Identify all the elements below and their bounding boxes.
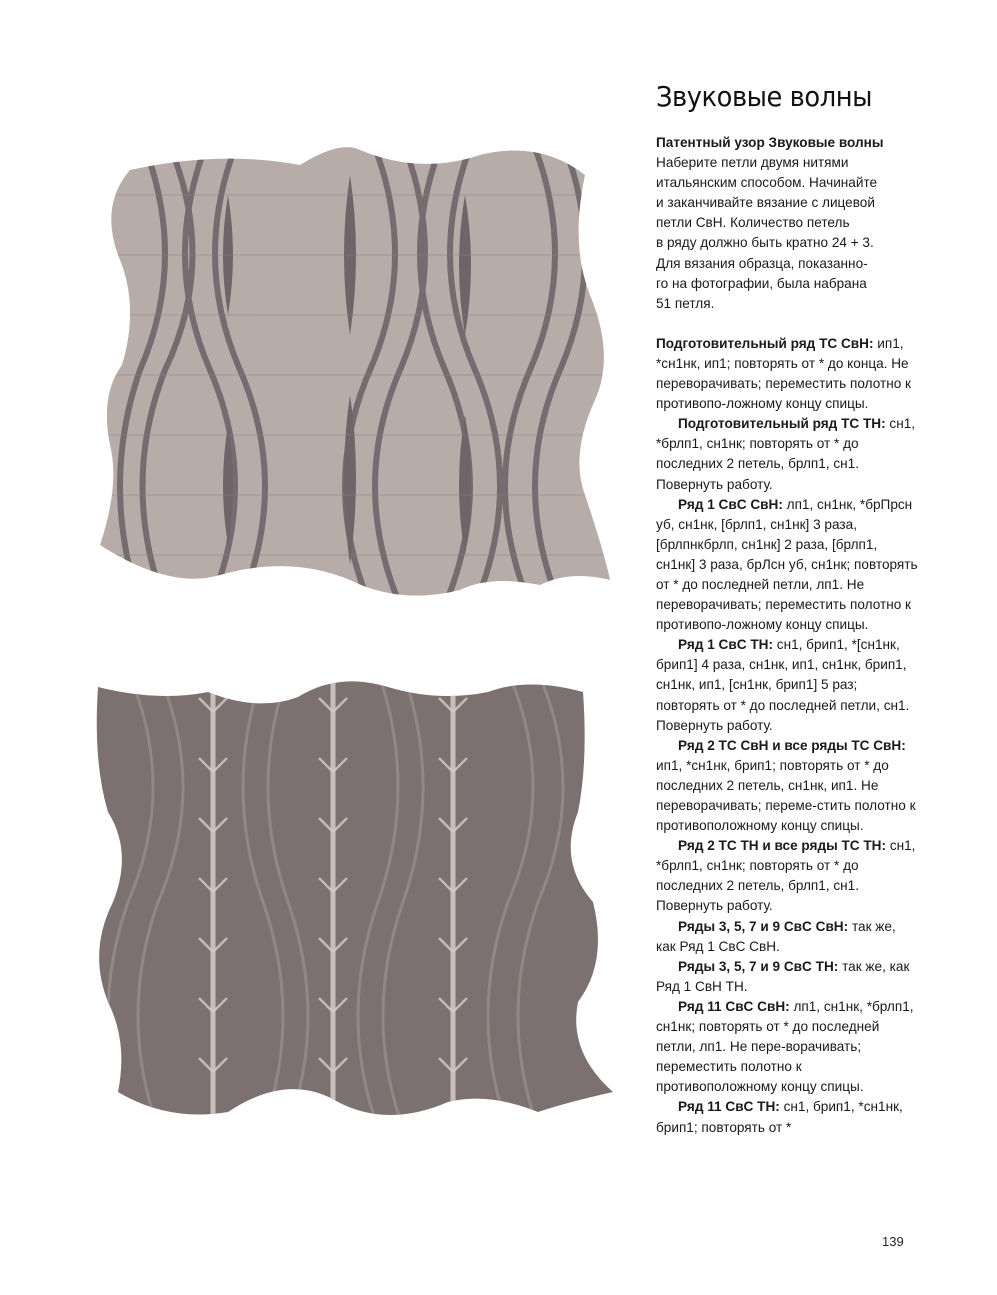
- intro-line: в ряду должно быть кратно 24 + 3.: [656, 235, 874, 251]
- knitted-swatch-dark: [88, 672, 618, 1128]
- intro-line: Наберите петли двумя нитями: [656, 155, 849, 171]
- instruction-row-1-rs: Ряд 1 СвС СвН: лп1, сн1нк, *брПрсн уб, сн1нк, [брлп1, сн1нк] 3 раза, [брлпнкбрлп, сн1нк] 2 раза, [брлп1, сн1нк] 3 раза, брЛсн уб, сн1нк; повторять от * до последней петли, лп1. Не переворачивать; переместить полотно к противопо-ложному концу спицы.: [656, 496, 918, 633]
- page-title: Звуковые волны: [656, 80, 872, 113]
- page-number: 139: [882, 1234, 904, 1249]
- intro-line: и заканчивайте вязание с лицевой: [656, 195, 875, 211]
- instruction-row-1-ws: Ряд 1 СвС ТН: сн1, брип1, *[сн1нк, брип1] 4 раза, сн1нк, ип1, сн1нк, брип1, сн1нк, ип1, [сн1нк, брип1] 5 раз; повторять от * до последней петли, сн1. Повернуть работу.: [656, 637, 910, 733]
- instruction-row-prep-ws: Подготовительный ряд ТС ТН: сн1, *брлп1, сн1нк; повторять от * до последних 2 петель, брлп1, сн1. Повернуть работу.: [656, 416, 916, 492]
- intro-line: Для вязания образца, показанно-: [656, 255, 868, 271]
- instruction-row-2-rs: Ряд 2 ТС СвН и все ряды ТС СвН: ип1, *сн1нк, брип1; повторять от * до последних 2 петель, сн1нк, ип1. Не переворачивать; переме-стить полотно к противоположному концу спицы.: [656, 737, 916, 834]
- intro-heading: Патентный узор Звуковые волны: [656, 135, 884, 150]
- pattern-text: [656, 133, 918, 1138]
- intro-line: 51 петля.: [656, 295, 715, 311]
- swatch-light-illustration: [100, 135, 620, 605]
- intro-line: го на фотографии, была набрана: [656, 275, 867, 291]
- instruction-row-prep-rs: Подготовительный ряд ТС СвН: ип1, *сн1нк, ип1; повторять от * до конца. Не переворачивать; переместить полотно к противопо-ложному концу спицы.: [656, 335, 911, 412]
- knitted-swatch-light: [100, 135, 620, 605]
- instruction-rows-3-9-rs: Ряды 3, 5, 7 и 9 СвС СвН: так же, как Ряд 1 СвС СвН.: [656, 918, 896, 954]
- instruction-row-11-rs: Ряд 11 СвС СвН: лп1, сн1нк, *брлп1, сн1нк; повторять от * до последней петли, лп1. Не пере-ворачивать; переместить полотно к противоположному концу спицы.: [656, 998, 914, 1095]
- instruction-rows-3-9-ws: Ряды 3, 5, 7 и 9 СвС ТН: так же, как Ряд 1 СвН ТН.: [656, 958, 910, 994]
- intro-line: итальянским способом. Начинайте: [656, 175, 878, 191]
- instruction-row-11-ws: Ряд 11 СвС ТН: сн1, брип1, *сн1нк, брип1; повторять от *: [656, 1099, 903, 1135]
- intro-line: петли СвН. Количество петель: [656, 215, 850, 231]
- instruction-row-2-ws: Ряд 2 ТС ТН и все ряды ТС ТН: сн1, *брлп1, сн1нк; повторять от * до последних 2 петель, брлп1, сн1. Повернуть работу.: [656, 838, 916, 914]
- swatch-dark-illustration: [88, 672, 618, 1128]
